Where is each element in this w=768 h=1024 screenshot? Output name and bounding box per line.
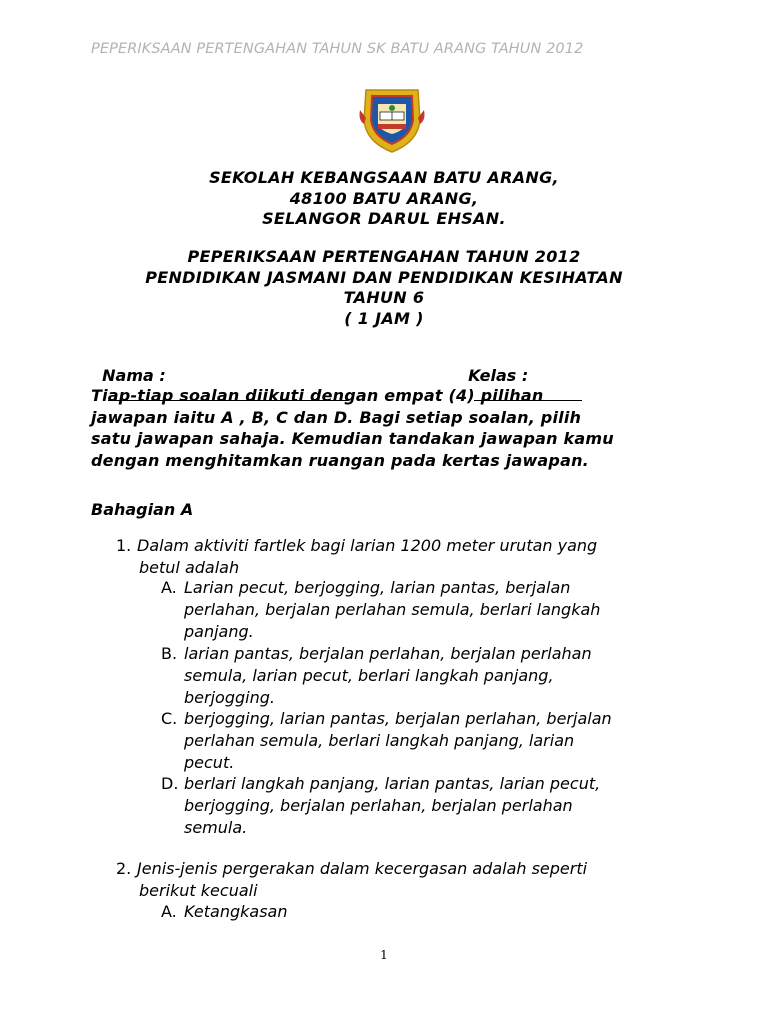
option-line: semula. (184, 818, 248, 837)
question-number: 1. (116, 536, 132, 555)
school-address (0, 168, 768, 230)
option-line: pecut. (184, 753, 235, 772)
question-2 (0, 858, 768, 902)
option-label: C. (161, 709, 178, 728)
option-a[interactable] (184, 577, 674, 643)
exam-title: PEPERIKSAAN PERTENGAHAN TAHUN 2012 (187, 247, 581, 266)
instructions (91, 385, 691, 471)
question-text (137, 858, 677, 902)
exam-title-block (0, 247, 768, 329)
option-label: B. (161, 644, 178, 663)
option-line: berjogging, berjalan perlahan, berjalan perlahan (184, 796, 573, 815)
question-line: Dalam aktiviti fartlek bagi larian 1200 meter urutan yang (137, 536, 598, 555)
option-line: berlari langkah panjang, larian pantas, larian pecut, (184, 774, 601, 793)
school-crest-icon (356, 80, 428, 154)
option-b[interactable] (184, 643, 674, 709)
option-c[interactable] (184, 708, 674, 774)
option-d[interactable] (184, 773, 674, 839)
option-line: Larian pecut, berjogging, larian pantas, berjalan (184, 578, 571, 597)
exam-year: TAHUN 6 (343, 288, 425, 307)
option-line: Ketangkasan (184, 902, 288, 921)
option-a[interactable] (184, 901, 674, 923)
question-line: betul adalah (139, 558, 240, 577)
exam-duration: ( 1 JAM ) (344, 308, 424, 328)
exam-subject: PENDIDIKAN JASMANI DAN PENDIDIKAN KESIHATAN (145, 267, 623, 287)
option-line: semula, larian pecut, berlari langkah panjang, (184, 666, 554, 685)
question-number: 2. (116, 859, 132, 878)
option-line: berjogging, larian pantas, berjalan perlahan, berjalan (184, 709, 612, 728)
name-label: Nama : (102, 366, 166, 385)
option-line: berjogging. (184, 688, 275, 707)
option-line: perlahan, berjalan perlahan semula, berlari langkah (184, 600, 601, 619)
class-label: Kelas : (468, 366, 529, 385)
question-1 (0, 535, 768, 579)
school-name: SEKOLAH KEBANGSAAN BATU ARANG, (209, 168, 559, 187)
option-label: A. (161, 578, 177, 597)
running-header: PEPERIKSAAN PERTENGAHAN TAHUN SK BATU ARANG TAHUN 2012 (91, 41, 584, 57)
school-state: SELANGOR DARUL EHSAN. (262, 209, 506, 228)
instruction-line: Tiap-tiap soalan diikuti dengan empat (4) pilihan (91, 386, 544, 405)
question-line: berikut kecuali (139, 881, 258, 900)
question-text (137, 535, 677, 579)
instruction-line: satu jawapan sahaja. Kemudian tandakan jawapan kamu (91, 429, 614, 448)
instruction-line: jawapan iaitu A , B, C dan D. Bagi setiap soalan, pilih (91, 407, 582, 427)
page-number: 1 (380, 948, 388, 962)
question-line: Jenis-jenis pergerakan dalam kecergasan adalah seperti (137, 859, 588, 878)
instruction-line: dengan menghitamkan ruangan pada kertas jawapan. (91, 450, 589, 470)
option-line: larian pantas, berjalan perlahan, berjalan perlahan (184, 644, 592, 663)
section-title: Bahagian A (91, 500, 194, 519)
school-postcode-town: 48100 BATU ARANG, (289, 188, 479, 208)
option-line: panjang. (184, 622, 254, 641)
option-label: D. (161, 774, 179, 793)
option-line: perlahan semula, berlari langkah panjang, larian (184, 731, 575, 750)
option-label: A. (161, 902, 177, 921)
